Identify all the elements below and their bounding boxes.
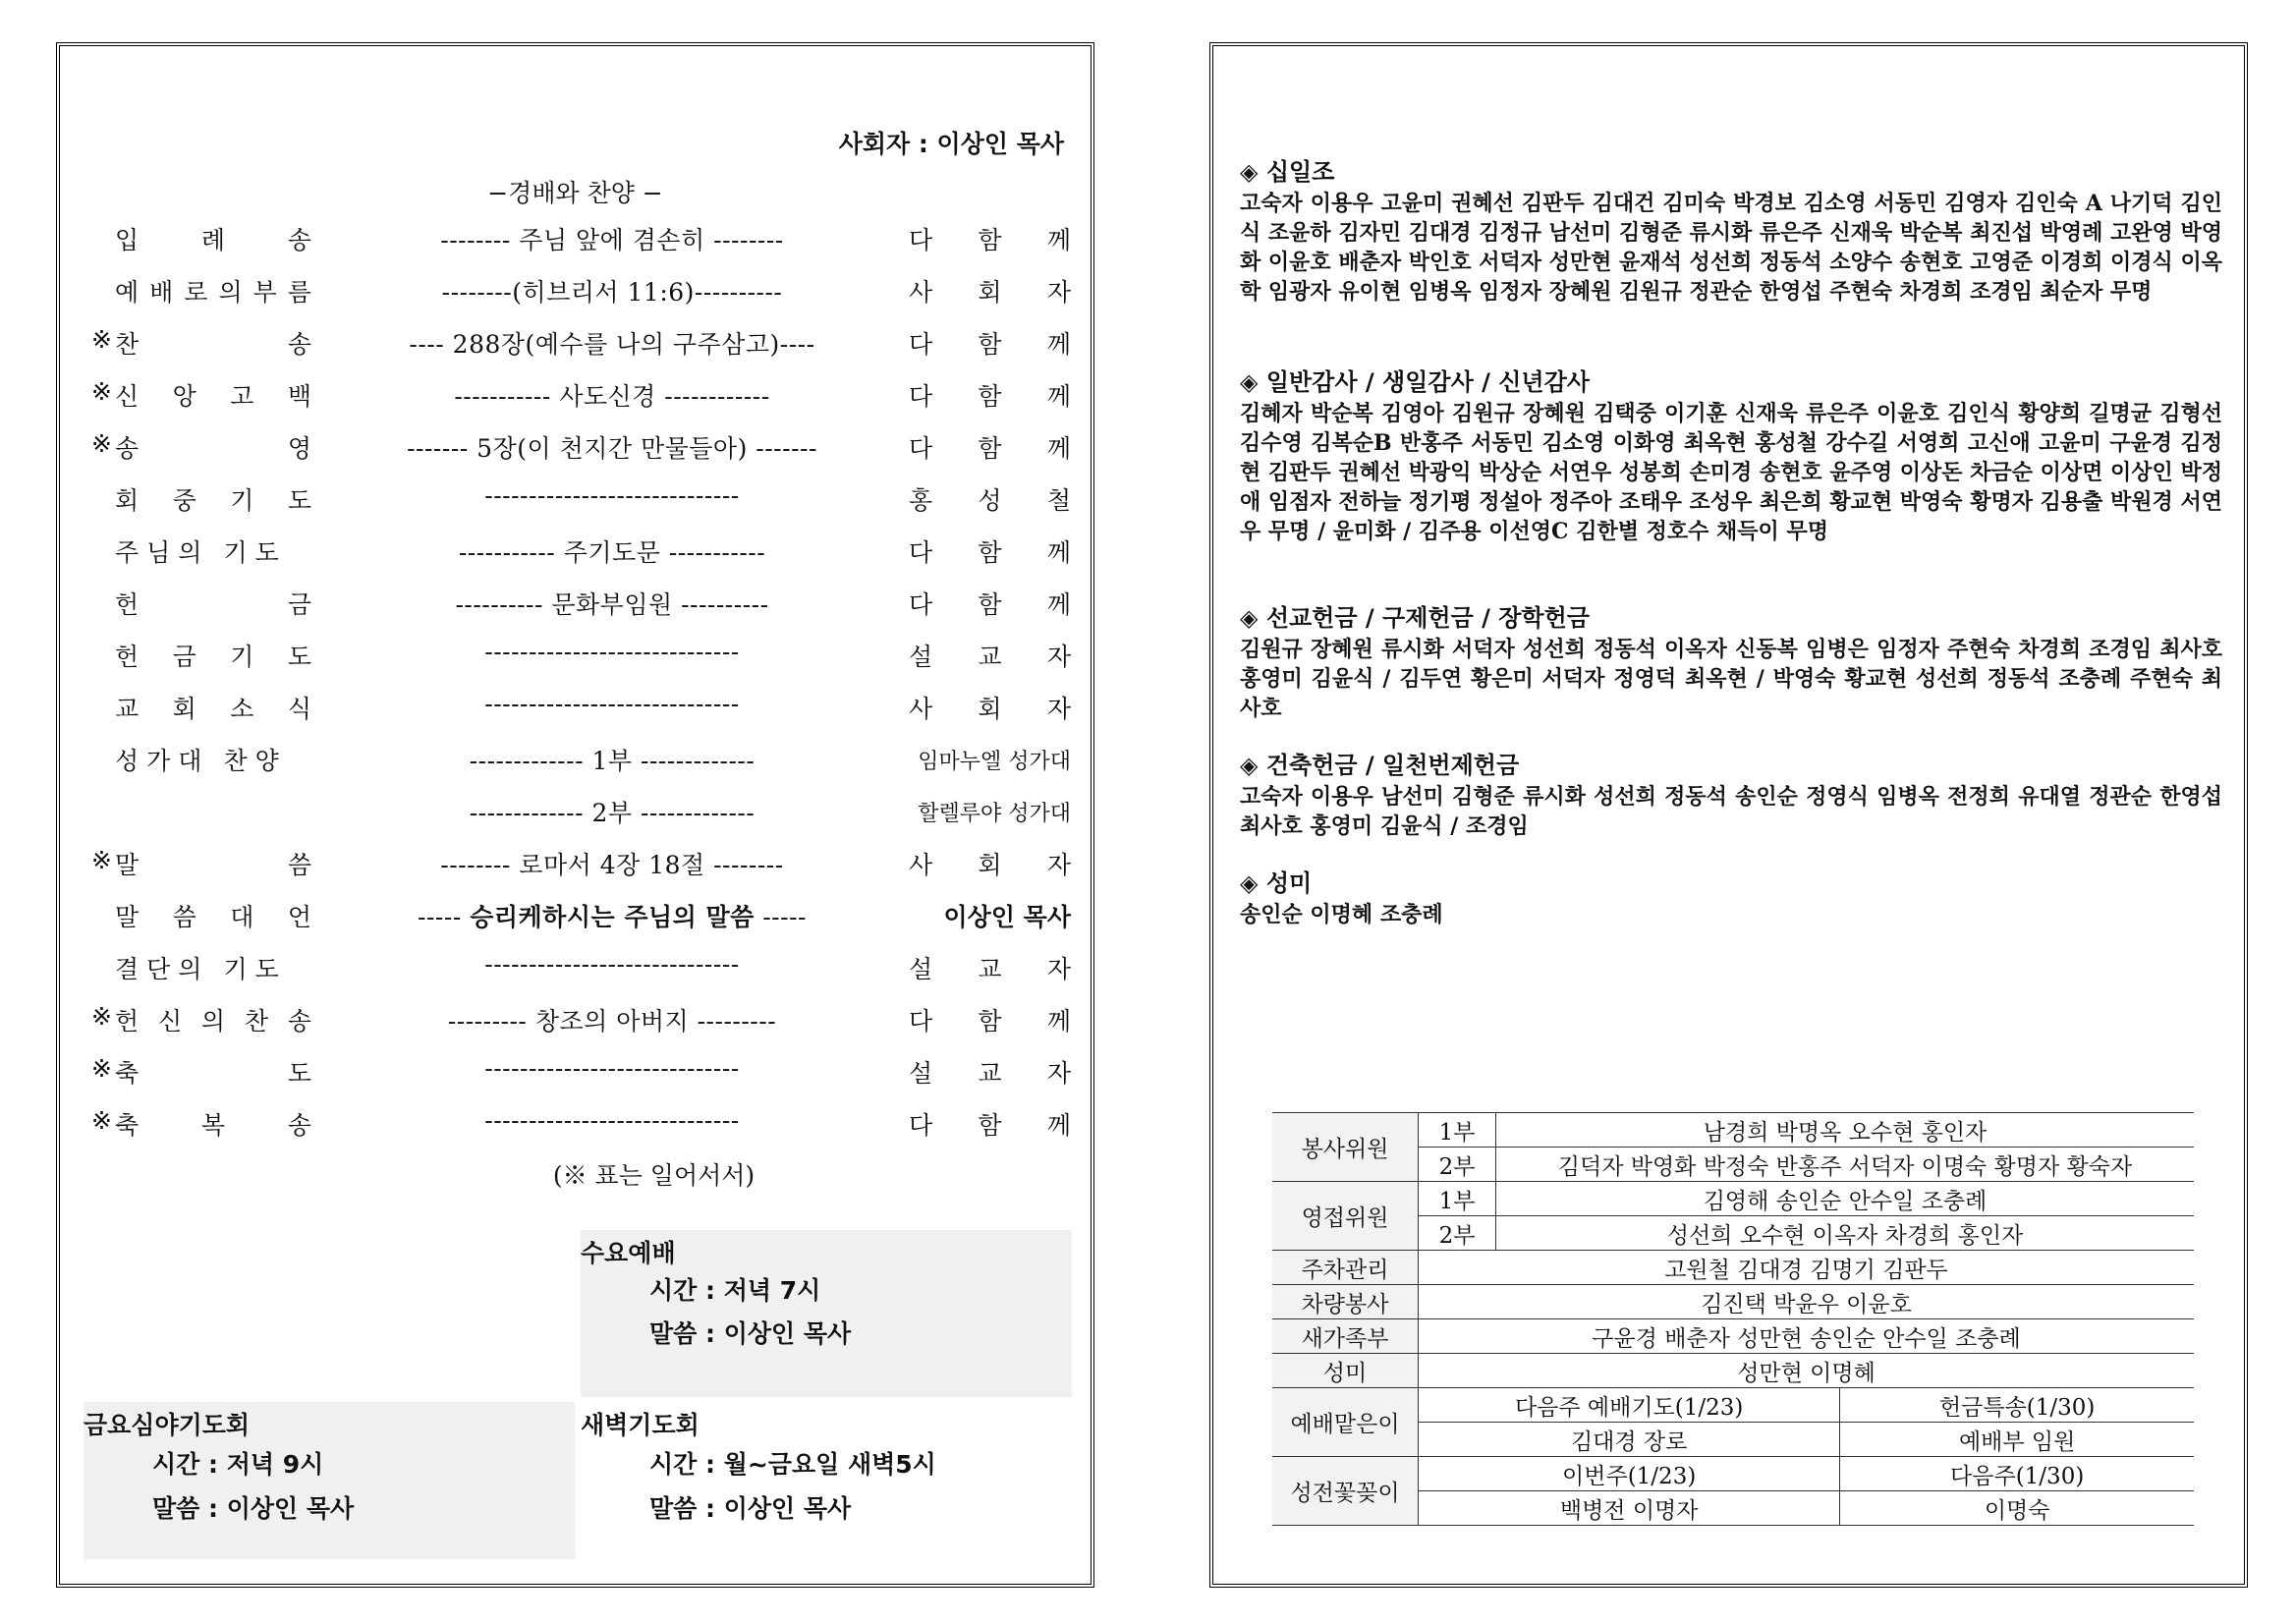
standing-mark: ※: [91, 1002, 112, 1031]
sermon-title: 승리케하시는 주님의 말씀: [470, 903, 755, 931]
order-item-name: 헌 신 의 찬 송: [115, 1007, 311, 1036]
order-item-name: 신 앙 고 백: [115, 382, 311, 411]
tithe-section: [1240, 152, 2222, 307]
duty-label: 새가족부: [1272, 1319, 1419, 1354]
duty-label: 영접위원: [1272, 1182, 1419, 1251]
order-item-content: ------------- 2부 -------------: [469, 799, 756, 827]
order-row: [91, 265, 1074, 316]
order-item-name: 교 회 소 식: [115, 695, 311, 723]
order-item-name: 헌 금 기 도: [115, 643, 311, 671]
order-item-name: 송 영: [115, 434, 311, 463]
order-item-person: 홍 성 철: [909, 486, 1071, 515]
duty-sub: 2부: [1419, 1216, 1496, 1251]
duty-label: 봉사위원: [1272, 1113, 1419, 1182]
order-item-name: 축 복 송: [115, 1111, 311, 1140]
order-item-person: 다 함 께: [909, 434, 1071, 463]
order-row: [91, 578, 1074, 629]
duty-header: 다음주 예배기도(1/23): [1419, 1388, 1840, 1423]
order-row: [91, 317, 1074, 368]
order-row: [91, 890, 1074, 941]
order-item-person: 사 회 자: [909, 851, 1071, 879]
order-item-person: 설 교 자: [909, 955, 1071, 983]
wednesday-service-box: [581, 1230, 1072, 1397]
order-item-content: ------- 5장(이 천지간 만물들아) -------: [407, 434, 817, 463]
duty-names: 남경희 박명옥 오수현 홍인자: [1496, 1113, 2195, 1148]
standing-mark: ※: [91, 1106, 112, 1135]
standing-mark: ※: [91, 1054, 112, 1083]
duty-names: 백병전 이명자: [1419, 1491, 1840, 1526]
building-title: ◈ 건축헌금 / 일천번제헌금: [1240, 752, 1520, 779]
order-row: [91, 734, 1074, 785]
rice-title: ◈ 성미: [1240, 869, 1313, 897]
tithe-names: 고숙자 이용우 고윤미 권혜선 김판두 김대건 김미숙 박경보 김소영 서동민 김영자 김인숙 A 나기덕 김인식 조윤하 김자민 김대경 김정규 남선미 김형준 류시화 류은주 신재욱 박순복 최진섭 박영례 고완영 박영화 이윤호 배춘자 박인호 서덕자 성만현 윤재석 성선희 정동석 소양수 송현호 고영준 이경희 이경식 이옥학 임광자 유이현 임병옥 임정자 장혜원 김원규 정관순 한영섭 주현숙 차경희 조경임 최순자 무명: [1240, 191, 2222, 305]
duty-names: 성선희 오수현 이옥자 차경희 홍인자: [1496, 1216, 2195, 1251]
order-item-content: -------- 로마서 4장 18절 --------: [440, 851, 784, 879]
order-item-person: 다 함 께: [909, 1111, 1071, 1140]
order-item-person: 사 회 자: [909, 278, 1071, 307]
order-item-name: 축 도: [115, 1059, 311, 1088]
duty-names: 이명숙: [1840, 1491, 2194, 1526]
order-item-person: 설 교 자: [909, 643, 1071, 671]
duty-names: 예배부 임원: [1840, 1423, 2194, 1457]
section-title: −경배와 찬양 −: [487, 179, 663, 207]
duty-sub: 2부: [1419, 1148, 1496, 1182]
left-panel: [56, 42, 1094, 1588]
dawn-word: 말씀 : 이상인 목사: [649, 1494, 852, 1523]
order-row: [91, 630, 1074, 681]
duty-names: 구윤경 배춘자 성만현 송인순 안수일 조충례: [1419, 1319, 2195, 1354]
fri-word: 말씀 : 이상인 목사: [152, 1494, 355, 1523]
building-names: 고숙자 이용우 남선미 김형준 류시화 성선희 정동석 송인순 정영식 임병옥 전정희 유대열 정관순 한영섭 최사호 홍영미 김윤식 / 조경임: [1240, 784, 2222, 839]
order-item-content: -----------------------------: [484, 481, 740, 510]
order-item-name: 찬 송: [115, 330, 311, 359]
order-item-content: --------(히브리서 11:6)----------: [441, 278, 783, 307]
duty-table: [1272, 1112, 2194, 1526]
duty-sub: 1부: [1419, 1182, 1496, 1216]
order-item-content: ----------- 주기도문 -----------: [458, 538, 766, 567]
order-item-name: 주님의 기도: [115, 538, 287, 567]
duty-header: 헌금특송(1/30): [1840, 1388, 2194, 1423]
order-row: [91, 474, 1074, 525]
duty-names: 김진택 박윤우 이윤호: [1419, 1285, 2195, 1319]
fri-time: 시간 : 저녁 9시: [152, 1450, 324, 1479]
order-item-person: 다 함 께: [909, 590, 1071, 619]
order-item-person: 다 함 께: [909, 382, 1071, 411]
order-item-person: 다 함 께: [909, 226, 1071, 254]
order-item-name: 헌 금: [115, 590, 311, 619]
order-item-content: -----------------------------: [484, 1054, 740, 1083]
order-item-content: -----------------------------: [484, 1106, 740, 1135]
order-row: [91, 786, 1074, 837]
order-item-name: 결단의 기도: [115, 955, 287, 983]
order-item-content: ---------- 문화부임원 ----------: [455, 590, 769, 619]
order-item-person: 이상인 목사: [943, 903, 1071, 931]
duty-names: 김대경 장로: [1419, 1423, 1840, 1457]
friday-prayer-box: [84, 1402, 575, 1559]
duty-label: 성전꽃꽂이: [1272, 1457, 1419, 1526]
order-row: [91, 213, 1074, 264]
order-item-name: 성가대 찬양: [115, 747, 287, 775]
order-item-content: -----------------------------: [484, 690, 740, 718]
order-item-person: 임마누엘 성가대: [918, 750, 1071, 774]
order-item-name: 회 중 기 도: [115, 486, 311, 515]
duty-label: 차량봉사: [1272, 1285, 1419, 1319]
mission-section: [1240, 598, 2222, 723]
fri-title: 금요심야기도회: [84, 1411, 251, 1439]
order-row: [91, 942, 1074, 993]
thanks-names: 김혜자 박순복 김영아 김원규 장혜원 김택중 이기훈 신재욱 류은주 이윤호 김인식 황양희 길명균 김형선 김수영 김복순B 반홍주 서동민 김소영 이화영 최옥현 홍성철 강수길 서영희 고신애 고윤미 구윤경 김정현 김판두 권혜선 박광익 박상순 서연우 성봉희 손미경 송현호 윤주영 이상돈 차금순 이상면 이상인 박정애 임점자 전하늘 정기평 정설아 정주아 조태우 조성우 최은희 황교현 박영숙 황명자 김용출 박원경 서연우 무명 / 윤미화 / 김주용 이선영C 김한별 정호수 채득이 무명: [1240, 401, 2222, 544]
duty-names: 성만현 이명혜: [1419, 1354, 2195, 1388]
order-item-content: -----------------------------: [484, 950, 740, 979]
order-item-person: 다 함 께: [909, 330, 1071, 359]
rice-section: [1240, 864, 2222, 929]
order-row: [91, 994, 1074, 1045]
duty-names: 김영해 송인순 안수일 조충례: [1496, 1182, 2195, 1216]
order-item-person: 다 함 께: [909, 1007, 1071, 1036]
wed-word: 말씀 : 이상인 목사: [649, 1319, 852, 1348]
order-item-name: 말 씀: [115, 851, 311, 879]
order-item-content: ----------- 사도신경 ------------: [454, 382, 770, 411]
order-item-person: 사 회 자: [909, 695, 1071, 723]
dawn-time: 시간 : 월~금요일 새벽5시: [649, 1450, 936, 1479]
dawn-title: 새벽기도회: [581, 1411, 700, 1439]
wed-time: 시간 : 저녁 7시: [649, 1276, 821, 1305]
order-row: [91, 421, 1074, 473]
order-item-person: 다 함 께: [909, 538, 1071, 567]
order-row: [91, 526, 1074, 577]
order-item-name: 예 배 로 의 부 름: [115, 278, 311, 307]
thanks-title: ◈ 일반감사 / 생일감사 / 신년감사: [1240, 368, 1590, 396]
wed-title: 수요예배: [581, 1239, 676, 1267]
order-item-person: 설 교 자: [909, 1059, 1071, 1088]
duty-sub: 1부: [1419, 1113, 1496, 1148]
dawn-prayer-box: [581, 1402, 1072, 1559]
standing-mark: ※: [91, 377, 112, 406]
standing-note: (※ 표는 일어서서): [552, 1161, 756, 1190]
leader-label: 사회자 : 이상인 목사: [838, 130, 1064, 158]
standing-mark: ※: [91, 846, 112, 874]
order-row: [91, 1098, 1074, 1149]
standing-mark: ※: [91, 325, 112, 354]
rice-names: 송인순 이명혜 조충례: [1240, 902, 1443, 927]
duty-names: 김덕자 박영화 박정숙 반홍주 서덕자 이명숙 황명자 황숙자: [1496, 1148, 2195, 1182]
order-item-content: -------- 주님 앞에 겸손히 --------: [440, 226, 784, 254]
order-item-content: ---- 288장(예수를 나의 구주삼고)----: [409, 330, 815, 359]
tithe-title: ◈ 십일조: [1240, 158, 1335, 186]
mission-title: ◈ 선교헌금 / 구제헌금 / 장학헌금: [1240, 604, 1590, 632]
duty-label: 예배맡은이: [1272, 1388, 1419, 1457]
order-item-content: --------- 창조의 아버지 ---------: [447, 1007, 777, 1036]
right-panel: [1209, 42, 2248, 1588]
order-item-content: [327, 898, 897, 933]
order-item-content: ------------- 1부 -------------: [469, 747, 756, 775]
duty-header: 다음주(1/30): [1840, 1457, 2194, 1491]
order-row: [91, 682, 1074, 733]
duty-header: 이번주(1/23): [1419, 1457, 1840, 1491]
order-item-name: 말 씀 대 언: [115, 903, 311, 931]
duty-label: 주차관리: [1272, 1251, 1419, 1285]
building-section: [1240, 746, 2222, 841]
order-item-name: 입 례 송: [115, 226, 311, 254]
duty-label: 성미: [1272, 1354, 1419, 1388]
mission-names: 김원규 장혜원 류시화 서덕자 성선희 정동석 이옥자 신동복 임병은 임정자 주현숙 차경희 조경임 최사호 홍영미 김윤식 / 김두연 황은미 서덕자 정영덕 최옥현 / 박영숙 황교현 성선희 정동석 조충례 주현숙 최사호: [1240, 637, 2222, 721]
duty-names: 고원철 김대경 김명기 김판두: [1419, 1251, 2195, 1285]
thanks-section: [1240, 363, 2222, 546]
standing-mark: ※: [91, 429, 112, 458]
order-row: [91, 1046, 1074, 1097]
order-item-person: 할렐루야 성가대: [918, 802, 1071, 826]
order-row: [91, 369, 1074, 420]
content-dashes: -----: [418, 903, 471, 931]
content-dashes: -----: [754, 903, 807, 931]
order-item-content: -----------------------------: [484, 638, 740, 666]
order-row: [91, 838, 1074, 889]
